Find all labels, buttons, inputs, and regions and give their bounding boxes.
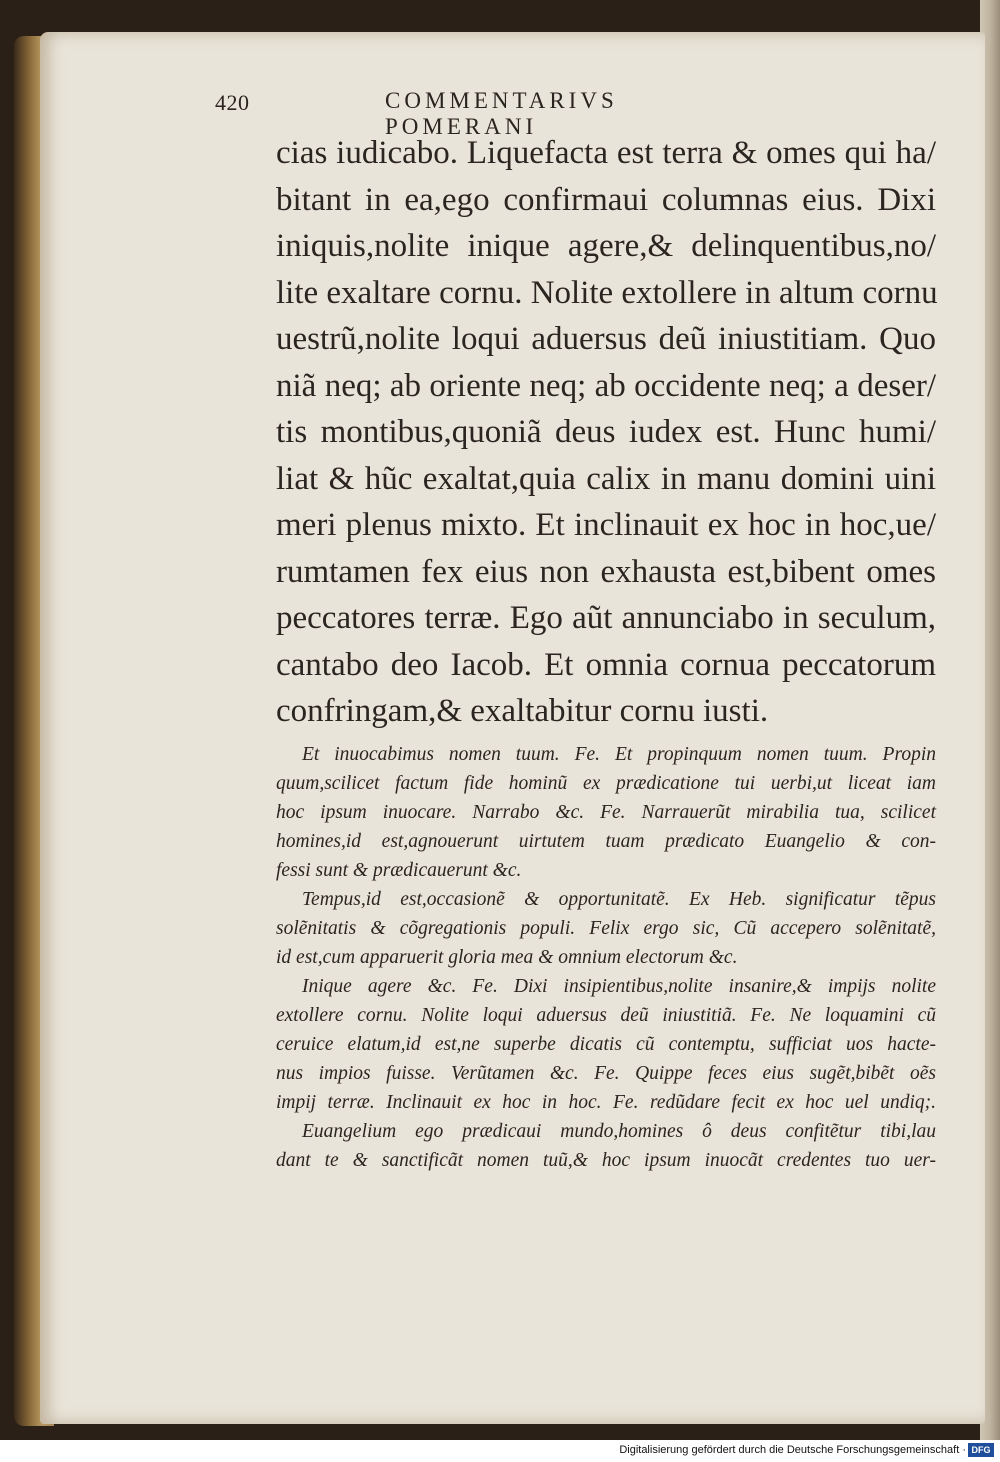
commentary-line: dant te & sanctificãt nomen tuũ,& hoc ipsum inuocãt credentes tuo uer-	[276, 1150, 936, 1171]
commentary-line: Inique agere &c. Fe. Dixi insipientibus,nolite insanire,& impijs nolite	[302, 976, 936, 997]
page-header	[215, 88, 775, 139]
main-text-line: liat & hũc exaltat,quia calix in manu domini uini	[276, 460, 936, 497]
main-text-line: rumtamen fex eius non exhausta est,bibent omes	[276, 553, 936, 590]
commentary-line: hoc ipsum inuocare. Narrabo &c. Fe. Narrauerũt mirabilia tua, scilicet	[276, 802, 936, 823]
main-text-line: niã neq; ab oriente neq; ab occidente neq; a deser/	[276, 367, 936, 404]
dfg-logo-icon: DFG	[968, 1443, 994, 1457]
commentary-line: nus impios fuisse. Verũtamen &c. Fe. Quippe feces eius sugẽt,bibẽt oẽs	[276, 1063, 936, 1084]
commentary-line: solẽnitatis & cõgregationis populi. Felix ergo sic, Cũ accepero solẽnitatẽ,	[276, 918, 936, 939]
main-text-line: uestrũ,nolite loqui aduersus deũ iniustitiam. Quo	[276, 321, 936, 357]
main-text-line: meri plenus mixto. Et inclinauit ex hoc in hoc,ue/	[276, 507, 936, 543]
commentary-line: quum,scilicet factum fide hominũ ex prædicatione tui uerbi,ut liceat iam	[276, 773, 936, 794]
commentary-line: Tempus,id est,occasionẽ & opportunitatẽ. Ex Heb. significatur tẽpus	[302, 889, 936, 910]
main-text-line: peccatores terræ. Ego aũt annunciabo in seculum,	[276, 600, 936, 636]
running-title: COMMENTARIVS POMERANI	[385, 88, 618, 139]
main-text-line: tis montibus,quoniã deus iudex est. Hunc humi/	[276, 414, 936, 450]
commentary-line: ceruice elatum,id est,ne superbe dicatis cũ contemptu, sufficiat uos hacte-	[276, 1034, 936, 1055]
main-text-line: lite exaltare cornu. Nolite extollere in altum cornu	[276, 274, 938, 311]
main-text-line: bitant in ea,ego confirmaui columnas eius. Dixi	[276, 181, 936, 218]
main-text-line: cias iudicabo. Liquefacta est terra & omes qui ha/	[276, 135, 936, 171]
main-text-block	[276, 130, 936, 735]
commentary-line: extollere cornu. Nolite loqui aduersus deũ iniustitiã. Fe. Ne loquamini cũ	[276, 1005, 936, 1026]
commentary-line: Euangelium ego prædicaui mundo,homines ô deus confitẽtur tibi,lau	[302, 1121, 936, 1142]
commentary-line: impij terræ. Inclinauit ex hoc in hoc. Fe. redũdare fecit ex hoc uel undiq;.	[276, 1092, 936, 1113]
main-text-line: cantabo deo Iacob. Et omnia cornua peccatorum	[276, 646, 936, 683]
funding-credit: Digitalisierung gefördert durch die Deutsche Forschungsgemeinschaft ·	[619, 1444, 966, 1456]
main-text-line: confringam,& exaltabitur cornu iusti.	[276, 693, 769, 729]
commentary-line: homines,id est,agnouerunt uirtutem tuam prædicato Euangelio & con-	[276, 831, 936, 852]
commentary-block	[276, 740, 936, 1175]
main-text-line: iniquis,nolite inique agere,& delinquentibus,no/	[276, 228, 936, 264]
footer-bar	[0, 1440, 1000, 1462]
commentary-line: fessi sunt & prædicauerunt &c.	[276, 860, 522, 881]
page-number: 420	[215, 90, 250, 115]
commentary-line: id est,cum apparuerit gloria mea & omnium electorum &c.	[276, 947, 738, 968]
commentary-line: Et inuocabimus nomen tuum. Fe. Et propinquum nomen tuum. Propin	[302, 744, 936, 765]
